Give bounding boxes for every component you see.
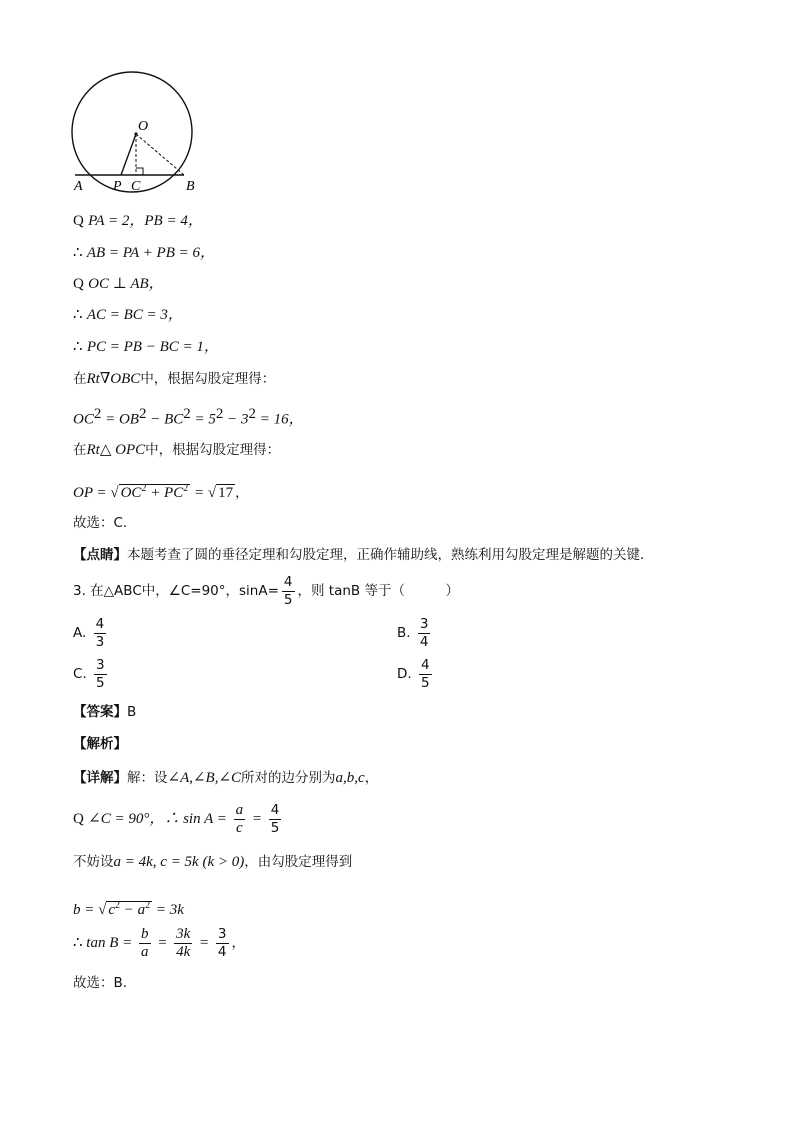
given-eq: PA = 2，PB = 4， <box>88 213 203 229</box>
fraction <box>418 616 431 651</box>
numerator: 3 <box>419 615 429 632</box>
eq-part: tan B = <box>82 935 136 951</box>
option-label: C. <box>73 666 87 682</box>
fraction <box>94 616 107 651</box>
text: ， <box>364 770 379 786</box>
eq-part: ， <box>235 485 249 501</box>
option-d <box>397 655 435 693</box>
question-text: ，则 tanB 等于（ ） <box>297 583 459 599</box>
line-choose-c <box>73 514 136 532</box>
eq-part: = 16， <box>256 411 304 428</box>
denominator: 5 <box>96 674 105 691</box>
denominator: 5 <box>283 591 293 608</box>
ab-eq: AB = PA + PB = 6， <box>86 245 215 261</box>
exponent: 2 <box>248 406 257 422</box>
line-rt-opc <box>73 441 280 459</box>
radicand: 17 <box>218 485 234 501</box>
eq-part: = 5 <box>190 411 216 428</box>
option-b <box>397 614 433 652</box>
denominator: 3 <box>95 633 105 650</box>
exponent: 2 <box>141 483 147 494</box>
numerator: 4 <box>270 801 280 818</box>
numerator: a <box>235 801 244 818</box>
line-tan-b <box>73 924 245 962</box>
option-c <box>73 655 110 693</box>
option-label: B. <box>397 625 411 641</box>
detail-tag: 【详解】 <box>73 770 127 786</box>
denominator: 5 <box>420 674 430 691</box>
sqrt-expression <box>98 897 152 919</box>
line-let <box>73 853 352 871</box>
radicand <box>119 484 191 501</box>
sides: a,b,c <box>335 770 365 786</box>
eq-part: − BC <box>146 411 184 428</box>
line-b <box>73 897 184 919</box>
because-symbol: Q <box>73 811 84 827</box>
line-oc-perp <box>73 275 164 293</box>
eq-part: = <box>248 811 266 827</box>
oc-perp-eq: OC ⊥ AB， <box>88 276 164 292</box>
eq-part: = <box>153 935 172 951</box>
right-angle-mark <box>136 168 143 175</box>
option-label: A. <box>73 625 87 641</box>
line-rt-obc <box>73 370 275 388</box>
numerator: 4 <box>283 573 293 590</box>
therefore-symbol: ∴ <box>73 307 83 323</box>
question-3 <box>73 572 459 610</box>
fraction <box>174 926 192 961</box>
line-ac <box>73 306 183 324</box>
question-text: 3. 在△ABC中，∠C=90°，sinA= <box>73 583 279 599</box>
fraction <box>94 657 107 692</box>
text: 在 <box>73 371 87 387</box>
fraction <box>139 926 151 961</box>
eq-part: OC <box>73 411 94 428</box>
denominator: 4 <box>217 943 227 960</box>
answer-value: B <box>127 704 137 720</box>
text: 中，根据勾股定理得： <box>145 442 281 458</box>
numerator: 4 <box>420 656 430 673</box>
text: 不妨设 <box>73 854 114 870</box>
eq-part: = OB <box>101 411 139 428</box>
denominator: 4k <box>176 943 191 960</box>
angles: ∠A,∠B,∠C <box>167 770 242 786</box>
eq-part: − a <box>120 902 146 918</box>
sqrt-symbol: √ <box>98 902 107 918</box>
analysis-line <box>73 735 127 753</box>
fraction <box>234 802 246 837</box>
answer-tag: 【答案】 <box>73 704 127 720</box>
fraction <box>216 926 229 961</box>
denominator: 5 <box>270 819 280 836</box>
fraction <box>419 657 432 692</box>
fraction <box>282 574 295 609</box>
line-ab <box>73 244 215 262</box>
comment-body: 本题考查了圆的垂径定理和勾股定理，正确作辅助线，熟练利用勾股定理是解题的关键． <box>127 547 654 563</box>
label-o: O <box>138 119 149 134</box>
exponent: 2 <box>138 406 147 422</box>
numerator: 4 <box>95 615 105 632</box>
answer-text: 故选：C． <box>73 515 137 531</box>
denominator: 4 <box>419 633 429 650</box>
text: 解：设 <box>127 770 168 786</box>
eq-part: = 3k <box>152 902 184 918</box>
label-p: P <box>113 179 122 194</box>
eq-part: b = <box>73 902 99 918</box>
option-label: D. <box>397 666 412 682</box>
eq-part: = <box>195 935 213 951</box>
fraction <box>269 802 282 837</box>
triangle-opc: Rt△ OPC <box>86 442 146 458</box>
comment-tag: 【点睛】 <box>73 547 127 563</box>
text: ，由勾股定理得到 <box>244 854 353 870</box>
therefore-symbol: ∴ <box>73 935 83 951</box>
exponent: 2 <box>115 900 121 911</box>
line-choose-b <box>73 974 127 992</box>
eq-part: − 3 <box>223 411 249 428</box>
label-b: B <box>186 179 195 194</box>
sqrt-expression <box>110 480 190 502</box>
circle-o <box>72 72 192 192</box>
sqrt-symbol: √ <box>207 485 217 501</box>
text: 中，根据勾股定理得： <box>140 371 276 387</box>
eq-part: ∠C = 90°，∴ sin A = <box>88 811 231 827</box>
exponent: 2 <box>183 406 191 422</box>
analysis-tag: 【解析】 <box>73 736 127 752</box>
line-pc <box>73 338 219 356</box>
text: 在 <box>73 442 87 458</box>
sqrt-symbol: √ <box>110 485 119 501</box>
line-oc-squared <box>73 405 304 429</box>
triangle-obc: Rt∇OBC <box>86 371 141 387</box>
label-a: A <box>74 179 83 194</box>
final-answer: 故选：B. <box>73 975 128 991</box>
eq-part: = <box>190 485 208 501</box>
ac-eq: AC = BC = 3， <box>86 307 183 323</box>
pc-eq: PC = PB − BC = 1， <box>86 339 219 355</box>
because-symbol: Q <box>73 276 84 292</box>
denominator: c <box>236 819 243 836</box>
detail-line <box>73 769 378 787</box>
text: 所对的边分别为 <box>241 770 336 786</box>
sqrt-expression <box>208 484 235 502</box>
segment-op <box>121 134 136 175</box>
eq-part: OC <box>120 485 142 501</box>
exponent: 2 <box>93 406 102 422</box>
line-op <box>73 480 249 502</box>
radicand <box>106 901 152 918</box>
numerator: b <box>141 925 149 942</box>
denominator: a <box>141 943 149 960</box>
therefore-symbol: ∴ <box>73 245 83 261</box>
eq-part: c <box>108 902 116 918</box>
numerator: 3k <box>176 925 191 942</box>
option-a <box>73 614 109 652</box>
eq-part: ， <box>231 935 246 951</box>
answer-line <box>73 703 136 721</box>
circle-geometry-figure <box>60 68 220 203</box>
therefore-symbol: ∴ <box>73 339 83 355</box>
exponent: 2 <box>145 900 151 911</box>
eq-part: + PC <box>146 485 184 501</box>
exponent: 2 <box>215 406 224 422</box>
because-symbol: Q <box>73 213 84 229</box>
label-c: C <box>131 179 141 194</box>
line-comment <box>73 546 654 564</box>
numerator: 3 <box>96 656 105 673</box>
numerator: 3 <box>217 925 227 942</box>
line-sin-a <box>73 800 284 838</box>
eq-part: OP = <box>73 485 111 501</box>
line-given <box>73 212 203 230</box>
exponent: 2 <box>183 483 189 494</box>
let-eq: a = 4k, c = 5k (k > 0) <box>113 854 245 870</box>
